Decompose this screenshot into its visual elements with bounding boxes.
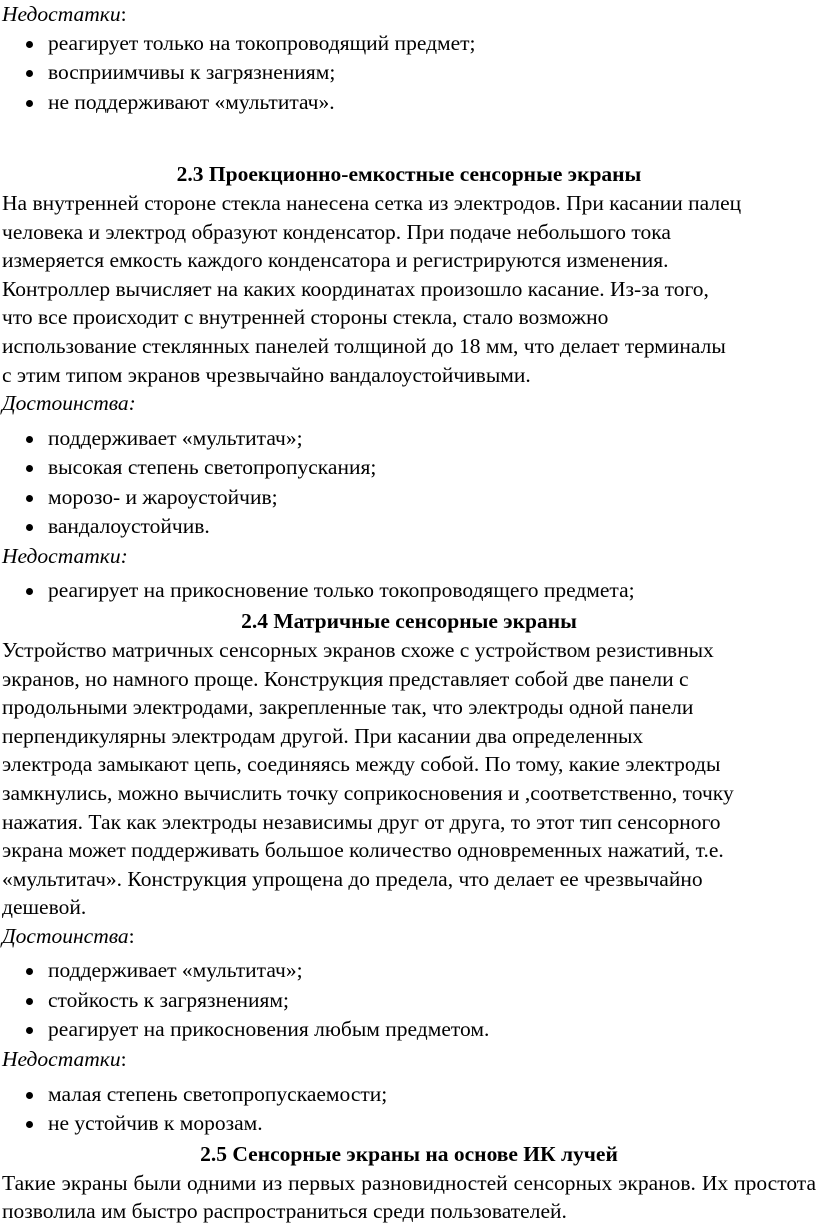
text-line: дешевой. xyxy=(2,895,87,920)
bullet-icon xyxy=(26,524,33,531)
disadvantages-label: Недостатки: xyxy=(2,543,128,568)
text-line: перпендикулярны электродам другой. При касании два определенных xyxy=(2,723,644,748)
list-item-text: не устойчив к морозам. xyxy=(48,1111,263,1136)
list-item xyxy=(26,453,816,483)
bullet-icon xyxy=(26,588,33,595)
text-line: экрана может поддерживать большое количество одновременных нажатий, т.е. xyxy=(2,838,724,863)
text-line: Устройство матричных сенсорных экранов схоже с устройством резистивных xyxy=(2,637,714,662)
advantages-list xyxy=(2,956,816,1045)
list-item-text: морозо- и жароустойчив; xyxy=(48,484,278,509)
disadvantages-label xyxy=(2,1045,816,1074)
label-text: Недостатки xyxy=(2,1046,121,1071)
label-text: Недостатки xyxy=(2,2,121,26)
list-item xyxy=(26,1080,816,1110)
disadvantages-list xyxy=(2,29,816,118)
label-colon: : xyxy=(120,1046,127,1071)
bullet-icon xyxy=(26,998,33,1005)
list-item-text: не поддерживают «мультитач». xyxy=(48,89,335,114)
list-item xyxy=(26,1015,816,1045)
list-item-text: малая степень светопропускаемости; xyxy=(48,1081,388,1106)
text-line: замкнулись, можно вычислить точку соприкосновения и ,соответственно, точку xyxy=(2,780,734,805)
list-item-text: высокая степень светопропускания; xyxy=(48,455,377,480)
bullet-icon xyxy=(26,436,33,443)
list-item xyxy=(26,483,816,513)
section-heading-2-3: 2.3 Проекционно-емкостные сенсорные экраны xyxy=(176,162,642,187)
section-2-4-paragraph xyxy=(2,636,816,922)
list-item-text: стойкость к загрязнениям; xyxy=(48,987,290,1012)
list-item xyxy=(26,576,816,606)
text-line: с этим типом экранов чрезвычайно вандалоустойчивыми. xyxy=(2,362,531,387)
label-colon: : xyxy=(120,2,127,26)
text-line: Такие экраны были одними из первых разновидностей сенсорных экранов. Их xyxy=(2,1170,729,1195)
bullet-icon xyxy=(26,100,33,107)
list-item xyxy=(26,58,816,88)
list-item xyxy=(26,1109,816,1139)
text-line: «мультитач». Конструкция упрощена до предела, что делает ее чрезвычайно xyxy=(2,866,703,891)
text-line: простота позволила им быстро распространиться среди пользователей. xyxy=(2,1170,816,1224)
section-heading-2-5: 2.5 Сенсорные экраны на основе ИК лучей xyxy=(200,1141,618,1166)
list-item-text: поддерживает «мультитач»; xyxy=(48,958,303,983)
list-item xyxy=(26,956,816,986)
disadvantages-label xyxy=(2,0,816,29)
spacer xyxy=(2,117,816,159)
text-line: Контроллер вычисляет на каких координатах произошло касание. Из-за того, xyxy=(2,276,709,301)
bullet-icon xyxy=(26,1092,33,1099)
section-heading-2-4: 2.4 Матричные сенсорные экраны xyxy=(241,608,577,633)
list-item xyxy=(26,29,816,59)
list-item xyxy=(26,88,816,118)
text-line: продольными электродами, закрепленные так, что электроды одной панели xyxy=(2,695,694,720)
bullet-icon xyxy=(26,495,33,502)
text-line: человека и электрод образуют конденсатор. При подаче небольшого тока xyxy=(2,219,671,244)
list-item-text: реагирует на прикосновение только токопроводящего предмета; xyxy=(48,578,635,603)
list-item-text: реагирует на прикосновения любым предметом. xyxy=(48,1017,490,1042)
bullet-icon xyxy=(26,70,33,77)
text-line: нажатия. Так как электроды независимы друг от друга, то этот тип сенсорного xyxy=(2,809,721,834)
disadvantages-list xyxy=(2,1080,816,1139)
text-line: использование стеклянных панелей толщиной до 18 мм, что делает терминалы xyxy=(2,334,726,359)
text-line: На внутренней стороне стекла нанесена сетка из электродов. При касании палец xyxy=(2,191,742,216)
advantages-label: Достоинства: xyxy=(2,391,136,416)
list-item-text: вандалоустойчив. xyxy=(48,514,210,539)
label-colon: : xyxy=(128,923,135,948)
list-item-text: поддерживает «мультитач»; xyxy=(48,425,303,450)
bullet-icon xyxy=(26,968,33,975)
section-2-5-paragraph xyxy=(2,1169,816,1226)
bullet-icon xyxy=(26,465,33,472)
list-item xyxy=(26,512,816,542)
disadvantages-list xyxy=(2,576,816,606)
bullet-icon xyxy=(26,41,33,48)
text-line: что все происходит с внутренней стороны стекла, стало возможно xyxy=(2,305,609,330)
advantages-label xyxy=(2,922,816,951)
advantages-list xyxy=(2,424,816,542)
text-line: измеряется емкость каждого конденсатора и регистрируются изменения. xyxy=(2,248,669,273)
list-item-text: восприимчивы к загрязнениям; xyxy=(48,60,336,85)
label-text: Достоинства xyxy=(2,923,129,948)
text-line: электрода замыкают цепь, соединяясь между собой. По тому, какие электроды xyxy=(2,752,721,777)
section-2-3-paragraph xyxy=(2,189,816,389)
bullet-icon xyxy=(26,1121,33,1128)
bullet-icon xyxy=(26,1027,33,1034)
list-item-text: реагирует только на токопроводящий предмет; xyxy=(48,30,476,55)
list-item xyxy=(26,424,816,454)
text-line: экранов, но намного проще. Конструкция представляет собой две панели с xyxy=(2,666,689,691)
list-item xyxy=(26,986,816,1016)
